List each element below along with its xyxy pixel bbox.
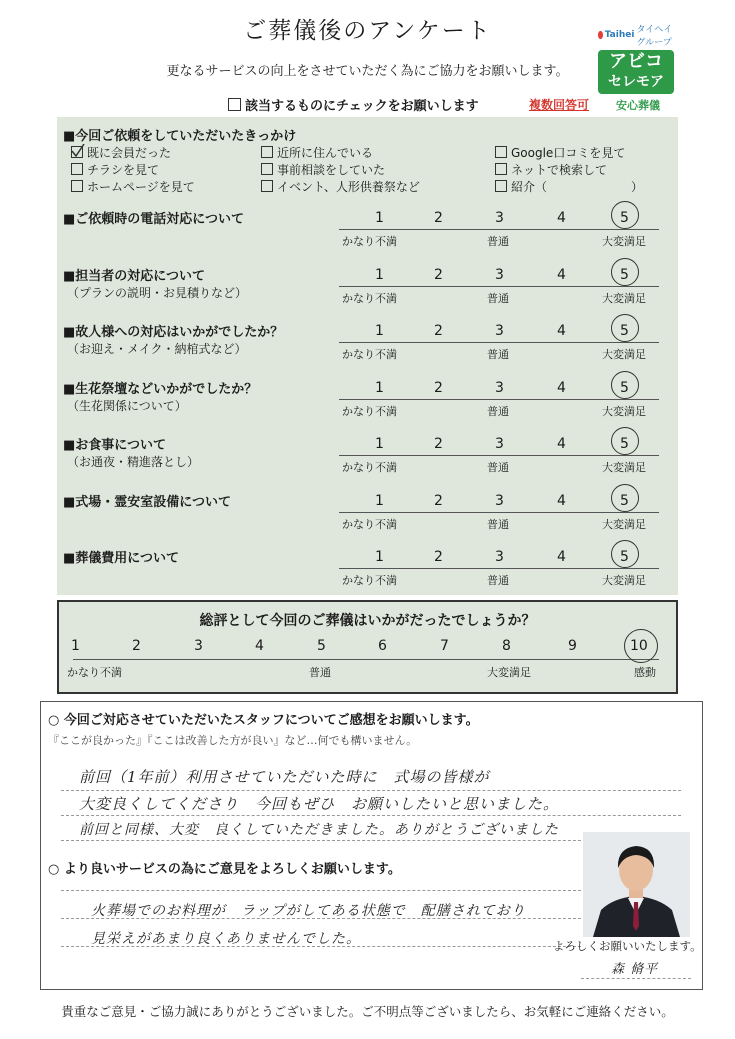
staff-line-2 [61,815,681,816]
rating-scale-line [339,229,659,230]
reason-option[interactable] [261,144,373,161]
rating-option-2[interactable]: 2 [434,436,443,452]
rating-option-2[interactable]: 2 [434,323,443,339]
logo-line2: セレモア [608,74,664,90]
scale-low-label: かなり不満 [342,517,397,531]
overall-option-4[interactable]: 4 [255,638,264,654]
service-comment-1: 火葬場でのお料理が ラップがしてある状態で 配膳されており [91,903,526,919]
company-logo [598,22,678,112]
rating-option-3[interactable]: 3 [495,266,504,283]
scale-mid-label: 普通 [487,574,509,587]
rating-question: ■故人様への対応はいかがでしたか？ [63,325,284,340]
staff-comment-2: 大変良くしてくださり 今回もぜひ お願いしたいと思いました。 [79,795,560,813]
rating-option-1[interactable]: 1 [375,323,384,339]
survey-title: ご葬儀後のアンケート [243,18,492,44]
reason-option-label: 近所に住んでいる [277,146,374,160]
rating-question: ■ご依頼時の電話対応について [63,212,245,227]
brand-line [598,22,678,48]
signature-line [581,978,691,979]
overall-low-label: かなり不満 [67,666,122,679]
reason-option[interactable] [495,178,643,195]
scale-mid-label: 普通 [487,461,509,474]
rating-scale-line [339,568,659,569]
scale-high-label: 大変満足 [602,461,646,474]
checkbox-icon[interactable] [495,180,507,192]
rating-question: ■葬儀費用について [63,551,180,566]
scale-low-label: かなり不満 [342,235,397,248]
overall-option-7[interactable]: 7 [440,638,449,654]
rating-option-4[interactable]: 4 [557,549,566,565]
rating-option-4[interactable]: 4 [557,379,566,396]
instruction-text: 該当するものにチェックをお願いします [245,99,479,114]
overall-option-1[interactable]: 1 [71,638,80,654]
reason-option[interactable] [71,161,159,178]
rating-scale-line [339,455,659,456]
rating-question: ■式場・霊安室設備について [63,494,232,510]
reason-option[interactable] [261,178,420,195]
selected-circle-icon [611,371,639,399]
selected-circle-icon [611,314,639,342]
checkbox-checked-icon[interactable] [71,146,83,158]
rating-option-4[interactable]: 4 [557,323,566,339]
reason-option-label: 事前相談をしていた [277,163,386,177]
staff-comment-1: 前回（1年前）利用させていただいた時に 式場の皆様が [79,768,490,786]
checkbox-icon[interactable] [261,180,273,192]
scale-low-label: かなり不満 [342,291,397,305]
rating-option-3[interactable]: 3 [495,379,504,396]
overall-option-9[interactable]: 9 [568,638,577,654]
checkbox-icon[interactable] [261,146,273,158]
selected-circle-icon [624,629,658,663]
service-question: ○ より良いサービスの為にご意見をよろしくお願いします。 [48,862,401,877]
overall-option-5[interactable]: 5 [317,638,326,654]
footer-thanks: 貴重なご意見・ご協力誠にありがとうございました。ご不明点等ございましたら、お気軽にご連絡ください。 [61,1004,674,1019]
selected-circle-icon [611,427,639,455]
scale-mid-label: 普通 [487,235,509,248]
reason-option-label: 紹介（ ） [511,180,644,194]
staff-signature: 森 脩平 [611,962,659,977]
instruction [228,95,479,114]
rating-option-2[interactable]: 2 [434,266,443,283]
scale-mid-label: 普通 [487,404,509,418]
logo-line1: アビコ [609,51,663,72]
rating-question-sub: （お通夜・精進落とし） [67,455,200,469]
selected-circle-icon [611,540,639,568]
reason-option[interactable] [71,144,171,161]
rating-question: ■生花祭壇などいかがでしたか？ [63,381,258,397]
rating-option-3[interactable]: 3 [495,549,504,565]
service-line-1 [61,890,581,891]
staff-photo [583,832,690,937]
rating-option-1[interactable]: 1 [375,549,384,565]
reason-option-label: Google口コミを見て [511,146,626,160]
rating-scale-line [339,342,659,343]
selected-circle-icon [611,201,639,229]
reason-option[interactable] [261,161,385,178]
rating-option-4[interactable]: 4 [557,492,566,509]
overall-mid-label: 普通 [309,666,331,679]
reason-option[interactable] [495,144,625,161]
overall-scale-line [73,659,659,660]
staff-portrait-icon [583,832,690,937]
rating-question: ■お食事について [63,438,167,453]
rating-option-2[interactable]: 2 [434,549,443,565]
scale-low-label: かなり不満 [342,461,397,474]
overall-option-8[interactable]: 8 [502,638,511,654]
reason-option-label: イベント、人形供養祭など [277,180,420,194]
rating-option-4[interactable]: 4 [557,210,566,226]
rating-option-5[interactable]: 5 [620,436,629,452]
scale-high-label: 大変満足 [602,235,646,248]
rating-option-3[interactable]: 3 [495,210,504,226]
rating-option-5[interactable]: 5 [620,492,629,509]
reason-option-label: チラシを見て [87,163,160,177]
rating-option-5[interactable]: 5 [620,549,629,565]
rating-option-2[interactable]: 2 [434,379,443,396]
reason-title: ■今回ご依頼をしていただいたきっかけ [63,129,297,144]
scale-low-label: かなり不満 [342,348,397,361]
scale-low-label: かなり不満 [342,574,397,587]
staff-line-1 [61,790,681,791]
overall-option-6[interactable]: 6 [378,638,387,654]
rating-option-1[interactable]: 1 [375,266,384,283]
checkbox-icon[interactable] [495,146,507,158]
checkbox-icon[interactable] [71,180,83,192]
checkbox-icon[interactable] [495,163,507,175]
overall-high-label: 大変満足 [487,666,531,679]
selected-circle-icon [611,484,639,512]
rating-question-sub: （生花関係について） [67,398,187,413]
overall-option-2[interactable]: 2 [132,638,141,654]
rating-option-3[interactable]: 3 [495,436,504,452]
rating-option-1[interactable]: 1 [375,436,384,452]
reason-option-label: ネットで検索して [511,163,608,177]
rating-scale-line [339,512,659,513]
rating-option-1[interactable]: 1 [375,492,384,509]
overall-option-10[interactable]: 10 [630,638,648,654]
staff-comment-3: 前回と同様、大変 良くしていただきました。ありがとうございました [79,822,559,838]
scale-mid-label: 普通 [487,517,509,531]
selected-circle-icon [611,258,639,286]
rating-question: ■担当者の対応について [63,268,206,284]
staff-hint: 『ここが良かった』『ここは改善した方が良い』など…何でも構いません。 [48,734,418,747]
scale-mid-label: 普通 [487,348,509,361]
rating-option-5[interactable]: 5 [620,323,629,339]
survey-subtitle: 更なるサービスの向上をさせていただく為にご協力をお願いします。 [166,64,569,79]
rating-option-5[interactable]: 5 [620,266,629,283]
rating-option-5[interactable]: 5 [620,379,629,396]
service-comment-2: 見栄えがあまり良くありませんでした。 [91,931,361,947]
rating-option-1[interactable]: 1 [375,379,384,396]
rating-option-1[interactable]: 1 [375,210,384,226]
logo-tagline: 安心葬儀 [616,99,660,112]
brand-name: Taihei [604,30,635,40]
rating-scale-line [339,399,659,400]
rating-option-5[interactable]: 5 [620,210,629,226]
rating-option-4[interactable]: 4 [557,266,566,283]
overall-rating [57,600,678,694]
checkbox-icon[interactable] [261,163,273,175]
overall-top-label: 感動 [634,666,656,679]
logo-badge [598,50,674,94]
rating-form [57,117,678,595]
rating-option-2[interactable]: 2 [434,210,443,226]
scale-high-label: 大変満足 [602,517,646,531]
staff-note: よろしくお願いいたします。 [553,939,702,953]
scale-high-label: 大変満足 [602,574,646,587]
staff-question: ○ 今回ご対応させていただいたスタッフについてご感想をお願いします。 [48,713,479,728]
brand-group: タイヘイグループ [636,25,673,48]
scale-low-label: かなり不満 [342,404,397,418]
reason-option-label: ホームページを見て [87,180,195,194]
scale-high-label: 大変満足 [602,291,646,305]
rating-scale-line [339,286,659,287]
reason-option[interactable] [71,178,195,195]
overall-option-3[interactable]: 3 [194,638,203,654]
overall-question: 総評として今回のご葬儀はいかがだったでしょうか？ [199,613,536,629]
scale-high-label: 大変満足 [602,404,646,418]
rating-option-3[interactable]: 3 [495,492,504,509]
rating-question-sub: （プランの説明・お見積りなど） [67,285,248,300]
checkbox-icon[interactable] [71,163,83,175]
scale-mid-label: 普通 [487,291,509,305]
reason-option[interactable] [495,161,607,178]
scale-high-label: 大変満足 [602,348,646,361]
staff-line-3 [61,840,601,841]
rating-question-sub: （お迎え・メイク・納棺式など） [67,342,247,356]
checkbox-sample-icon [228,98,241,111]
rating-option-4[interactable]: 4 [557,436,566,452]
reason-option-label: 既に会員だった [87,146,172,160]
multiple-answers-note: 複数回答可 [529,98,590,112]
rating-option-3[interactable]: 3 [495,323,504,339]
rating-option-2[interactable]: 2 [434,492,443,509]
brand-mark-icon [598,31,603,39]
